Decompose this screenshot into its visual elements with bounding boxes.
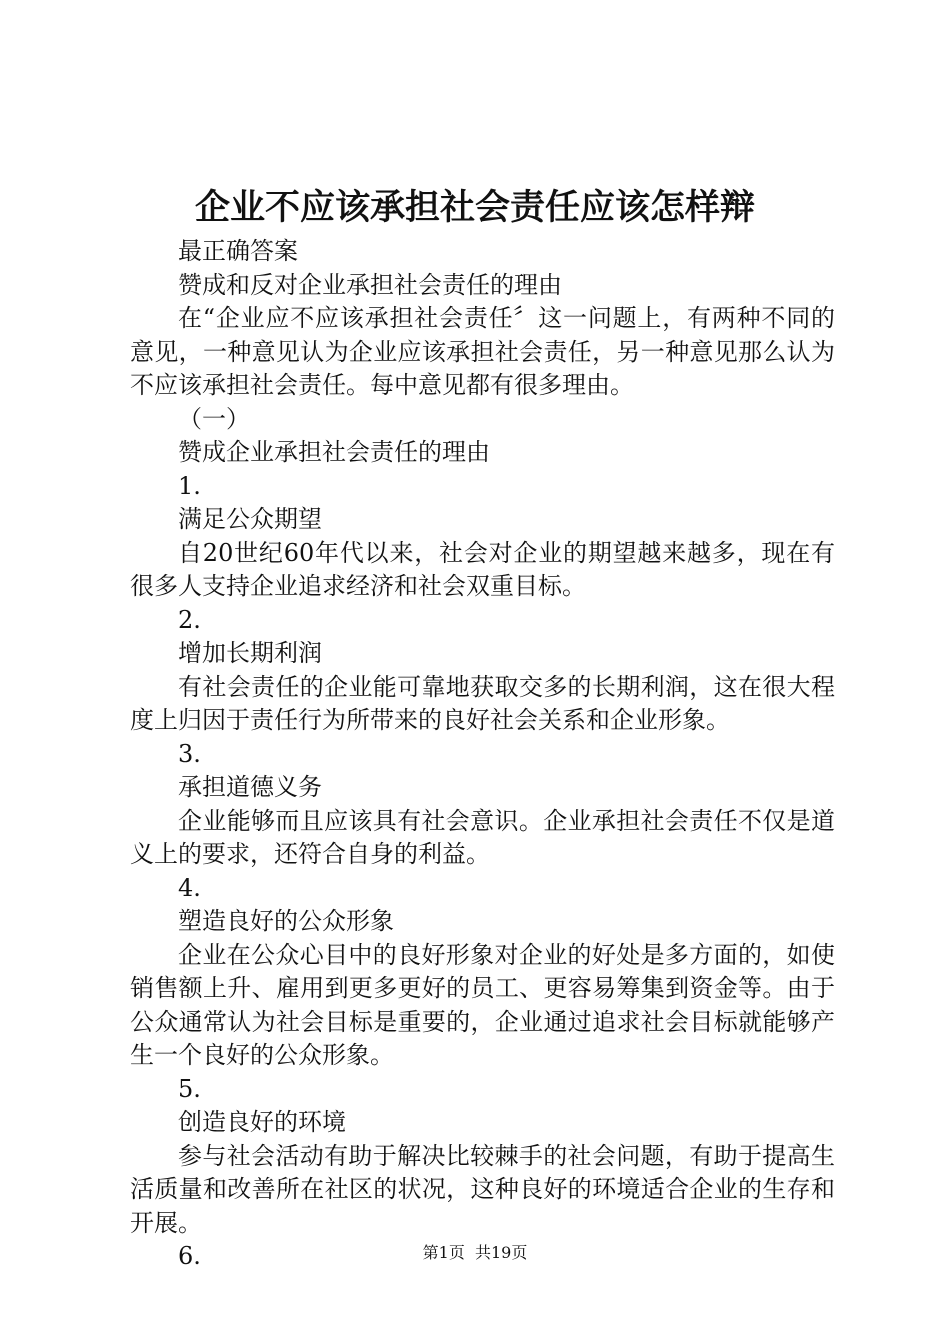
- paragraph: 满足公众期望: [178, 505, 322, 533]
- paragraph: 参与社会活动有助于解决比较棘手的社会问题，有助于提高生活质量和改善所在社区的状况，这种良好的环境适合企业的生存和开展。: [130, 1141, 835, 1237]
- paragraph: 创造良好的环境: [178, 1108, 346, 1136]
- page-number-footer: 第1页 共19页: [422, 1243, 528, 1262]
- paragraph: 承担道德义务: [178, 773, 322, 801]
- paragraph: 企业能够而且应该具有社会意识。企业承担社会责任不仅是道义上的要求，还符合自身的利益。: [130, 806, 835, 868]
- paragraph: 6.: [178, 1242, 201, 1270]
- paragraph: 增加长期利润: [178, 639, 322, 667]
- paragraph: 最正确答案: [178, 237, 298, 265]
- page-title: 企业不应该承担社会责任应该怎样辩: [194, 187, 755, 228]
- paragraph: （一）: [178, 404, 250, 433]
- paragraph: 3.: [178, 739, 201, 768]
- paragraph: 在“企业应不应该承担社会责任〞这一问题上，有两种不同的意见，一种意见认为企业应该承担社会责任，另一种意见那么认为不应该承担社会责任。每中意见都有很多理由。: [130, 304, 835, 399]
- paragraph: 赞成企业承担社会责任的理由: [178, 438, 490, 466]
- paragraph: 2.: [178, 605, 201, 634]
- paragraph: 有社会责任的企业能可靠地获取交多的长期利润，这在很大程度上归因于责任行为所带来的良好社会关系和企业形象。: [130, 672, 835, 734]
- paragraph: 5.: [178, 1074, 201, 1103]
- paragraph: 自20世纪60年代以来，社会对企业的期望越来越多，现在有很多人支持企业追求经济和社会双重目标。: [130, 538, 835, 600]
- document-body: [130, 235, 835, 1274]
- paragraph: 1.: [178, 471, 201, 500]
- paragraph: 企业在公众心目中的良好形象对企业的好处是多方面的，如使销售额上升、雇用到更多更好的员工、更容易筹集到资金等。由于公众通常认为社会目标是重要的，企业通过追求社会目标就能够产生一个良好的公众形象。: [130, 940, 835, 1069]
- paragraph: 赞成和反对企业承担社会责任的理由: [178, 270, 562, 299]
- paragraph: 4.: [178, 873, 201, 902]
- paragraph: 塑造良好的公众形象: [178, 907, 394, 935]
